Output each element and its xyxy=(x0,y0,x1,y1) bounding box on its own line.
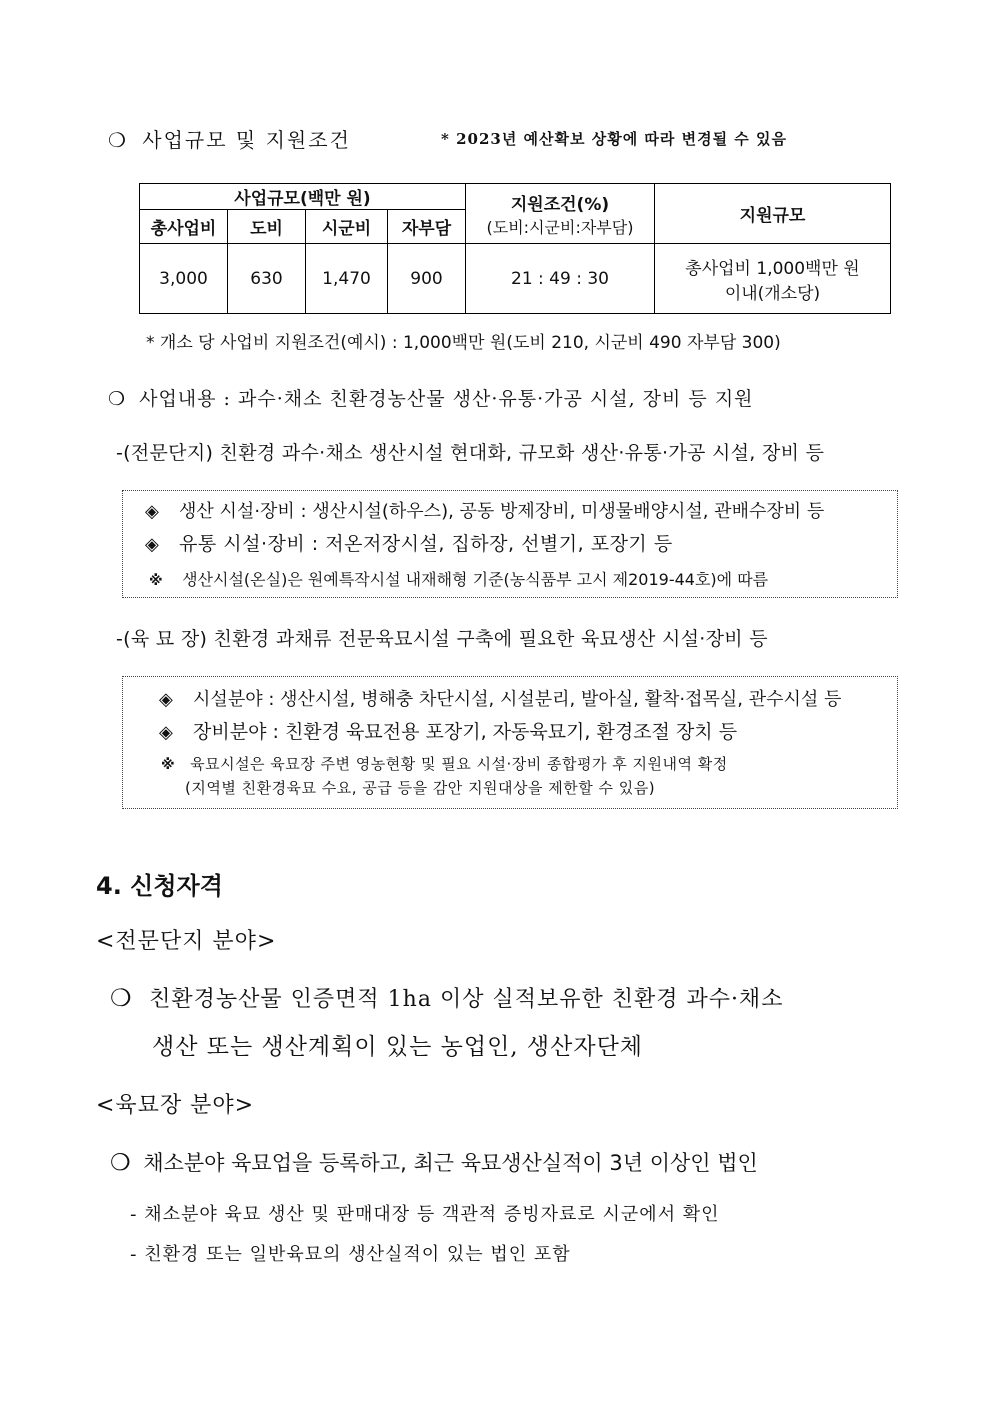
support-table xyxy=(139,183,891,314)
complex-qualification-line2: 생산 또는 생산계획이 있는 농업인, 생산자단체 xyxy=(152,1034,644,1060)
complex-qualification-line1: 친환경농산물 인증면적 1ha 이상 실적보유한 친환경 과수·채소 xyxy=(149,987,784,1012)
circle-bullet-icon: ❍ xyxy=(110,1150,131,1176)
complex-line: -(전문단지) 친환경 과수·채소 생산시설 현대화, 규모화 생산·유통·가공 시설, 장비 등 xyxy=(116,442,825,464)
diamond-bullet-icon: ◈ xyxy=(145,501,159,522)
diamond-bullet-icon: ◈ xyxy=(159,722,173,743)
circle-bullet-icon: ❍ xyxy=(108,388,127,410)
scale-header: 지원규모 xyxy=(655,184,891,244)
nursery-box-line2-text: 장비분야 : 친환경 육묘전용 포장기, 자동육묘기, 환경조절 장치 등 xyxy=(193,721,738,743)
nursery-qualification-text: 채소분야 육묘업을 등록하고, 최근 육묘생산실적이 3년 이상인 법인 xyxy=(143,1151,758,1175)
complex-box-line1 xyxy=(145,497,824,523)
content-heading xyxy=(108,384,754,411)
scale-heading xyxy=(108,124,787,153)
group-header: 사업규모(백만 원) xyxy=(140,184,466,210)
table-footnote: * 개소 당 사업비 지원조건(예시) : 1,000백만 원(도비 210, 시군비 490 자부담 300) xyxy=(146,333,781,353)
reference-mark-icon: ※ xyxy=(161,757,175,773)
value-city: 1,470 xyxy=(306,244,388,314)
scale-heading-text: 사업규모 및 지원조건 xyxy=(142,128,351,152)
nursery-sub-1: - 채소분야 육묘 생산 및 판매대장 등 객관적 증빙자료로 시군에서 확인 xyxy=(130,1204,720,1225)
col-header-self: 자부담 xyxy=(388,210,466,244)
reference-mark-icon: ※ xyxy=(149,573,163,589)
diamond-bullet-icon: ◈ xyxy=(145,534,159,555)
col-header-city: 시군비 xyxy=(306,210,388,244)
complex-qualification xyxy=(110,982,783,1013)
nursery-box-note1-text: 육묘시설은 육묘장 주변 영농현황 및 필요 시설·장비 종합평가 후 지원내역 확정 xyxy=(190,755,728,773)
nursery-qualification xyxy=(110,1147,758,1177)
cond-header xyxy=(466,184,655,244)
nursery-category-label: <육묘장 분야> xyxy=(96,1093,255,1118)
nursery-line: -(육 묘 장) 친환경 과채류 전문육묘시설 구축에 필요한 육묘생산 시설·장비 등 xyxy=(116,628,768,650)
complex-box-line2 xyxy=(145,529,673,556)
complex-box-note-text: 생산시설(온실)은 원예특작시설 내재해형 기준(농식품부 고시 제2019-44호)에 따름 xyxy=(182,570,769,589)
diamond-bullet-icon: ◈ xyxy=(159,689,173,710)
complex-box xyxy=(122,490,898,598)
complex-box-line2-text: 유통 시설·장비 : 저온저장시설, 집하장, 선별기, 포장기 등 xyxy=(179,533,673,555)
complex-box-note xyxy=(149,567,768,590)
section4-title: 4. 신청자격 xyxy=(96,872,223,900)
scale-value-line2: 이내(개소당) xyxy=(724,283,821,304)
value-self: 900 xyxy=(388,244,466,314)
nursery-sub-2: - 친환경 또는 일반육묘의 생산실적이 있는 법인 포함 xyxy=(130,1244,571,1265)
cond-header-title: 지원조건(%) xyxy=(510,194,610,215)
complex-box-line1-text: 생산 시설·장비 : 생산시설(하우스), 공동 방제장비, 미생물배양시설, 관배수장비 등 xyxy=(179,501,825,522)
budget-note: * 2023년 예산확보 상황에 따라 변경될 수 있음 xyxy=(441,130,787,148)
value-province: 630 xyxy=(228,244,306,314)
circle-bullet-icon: ❍ xyxy=(110,984,133,1012)
nursery-box-note2: (지역별 친환경육묘 수요, 공급 등을 감안 지원대상을 제한할 수 있음) xyxy=(185,779,656,797)
nursery-box-line1 xyxy=(159,685,841,711)
col-header-total: 총사업비 xyxy=(140,210,228,244)
nursery-box-line2 xyxy=(159,717,737,744)
nursery-box xyxy=(122,676,898,809)
circle-bullet-icon: ❍ xyxy=(108,128,128,152)
nursery-box-line1-text: 시설분야 : 생산시설, 병해충 차단시설, 시설분리, 발아실, 활착·접목실, 관수시설 등 xyxy=(193,689,842,710)
cond-header-sub: (도비:시군비:자부담) xyxy=(486,217,634,237)
complex-category-label: <전문단지 분야> xyxy=(96,929,277,954)
ratio-value: 21 : 49 : 30 xyxy=(466,244,655,314)
value-total: 3,000 xyxy=(140,244,228,314)
scale-value xyxy=(655,244,891,314)
col-header-province: 도비 xyxy=(228,210,306,244)
scale-value-line1: 총사업비 1,000백만 원 xyxy=(685,258,860,279)
content-heading-text: 사업내용 : 과수·채소 친환경농산물 생산·유통·가공 시설, 장비 등 지원 xyxy=(139,388,754,410)
nursery-box-note xyxy=(161,753,728,774)
